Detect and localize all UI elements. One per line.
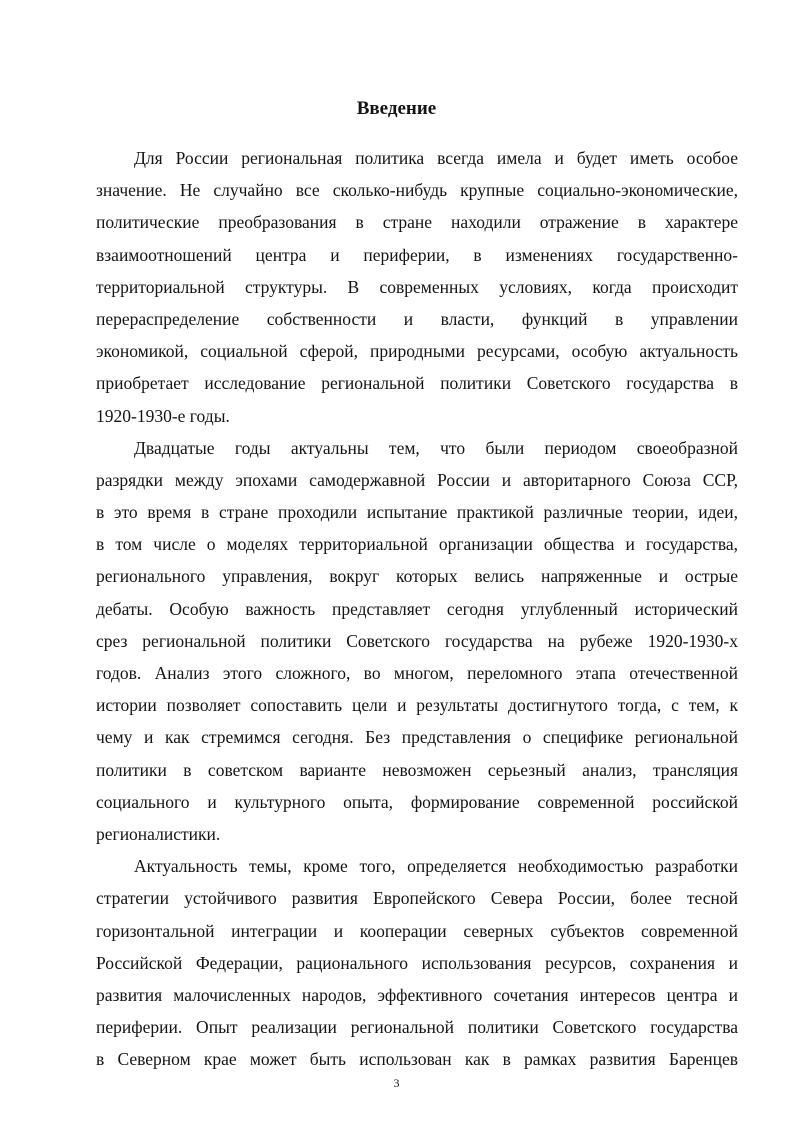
text-line: дебаты. Особую важность представляет сегодня углубленный исторический xyxy=(96,598,738,619)
text-line: взаимоотношений центра и периферии, в изменениях государственно- xyxy=(96,244,738,265)
text-line: Российской Федерации, рационального использования ресурсов, сохранения и xyxy=(96,952,738,973)
text-line: Двадцатые годы актуальны тем, что были периодом своеобразной xyxy=(134,437,738,458)
text-line: периферии. Опыт реализации региональной политики Советского государства xyxy=(96,1017,738,1038)
text-line: истории позволяет сопоставить цели и результаты достигнутого тогда, с тем, к xyxy=(96,695,738,716)
text-line: экономикой, социальной сферой, природными ресурсами, особую актуальность xyxy=(96,341,738,362)
text-line: в это время в стране проходили испытание практикой различные теории, идеи, xyxy=(96,502,738,523)
text-line: развития малочисленных народов, эффективного сочетания интересов центра и xyxy=(96,984,738,1005)
text-line: горизонтальной интеграции и кооперации северных субъектов современной xyxy=(96,920,738,941)
text-line: значение. Не случайно все сколько-нибудь крупные социально-экономические, xyxy=(96,180,738,201)
text-line: перераспределение собственности и власти, функций в управлении xyxy=(96,308,738,329)
text-line: стратегии устойчивого развития Европейского Севера России, более тесной xyxy=(96,888,738,909)
text-line: годов. Анализ этого сложного, во многом, переломного этапа отечественной xyxy=(96,663,738,683)
text-line: регионального управления, вокруг которых велись напряженные и острые xyxy=(96,566,738,587)
page-number: 3 xyxy=(393,1076,400,1090)
text-line: территориальной структуры. В современных условиях, когда происходит xyxy=(96,276,738,297)
text-line: срез региональной политики Советского государства на рубеже 1920-1930-х xyxy=(96,630,738,651)
text-line: Для России региональная политика всегда имела и будет иметь особое xyxy=(134,148,738,168)
text-line: Актуальность темы, кроме того, определяется необходимостью разработки xyxy=(134,856,738,877)
text-line: 1920-1930-е годы. xyxy=(96,405,230,426)
text-line: приобретает исследование региональной политики Советского государства в xyxy=(96,373,738,394)
text-line: политики в советском варианте невозможен серьезный анализ, трансляция xyxy=(96,759,738,780)
text-line: чему и как стремимся сегодня. Без представления о специфике региональной xyxy=(96,727,738,748)
text-line: разрядки между эпохами самодержавной России и авторитарного Союза ССР, xyxy=(96,469,738,490)
page-title: Введение xyxy=(356,98,437,119)
text-line: политические преобразования в стране находили отражение в характере xyxy=(96,212,738,233)
text-line: социального и культурного опыта, формирование современной российской xyxy=(96,791,738,812)
text-line: в Северном крае может быть использован как в рамках развития Баренцев xyxy=(96,1049,738,1070)
body-text xyxy=(96,142,738,1075)
text-line: регионалистики. xyxy=(96,823,221,844)
text-line: в том числе о моделях территориальной организации общества и государства, xyxy=(96,534,738,555)
